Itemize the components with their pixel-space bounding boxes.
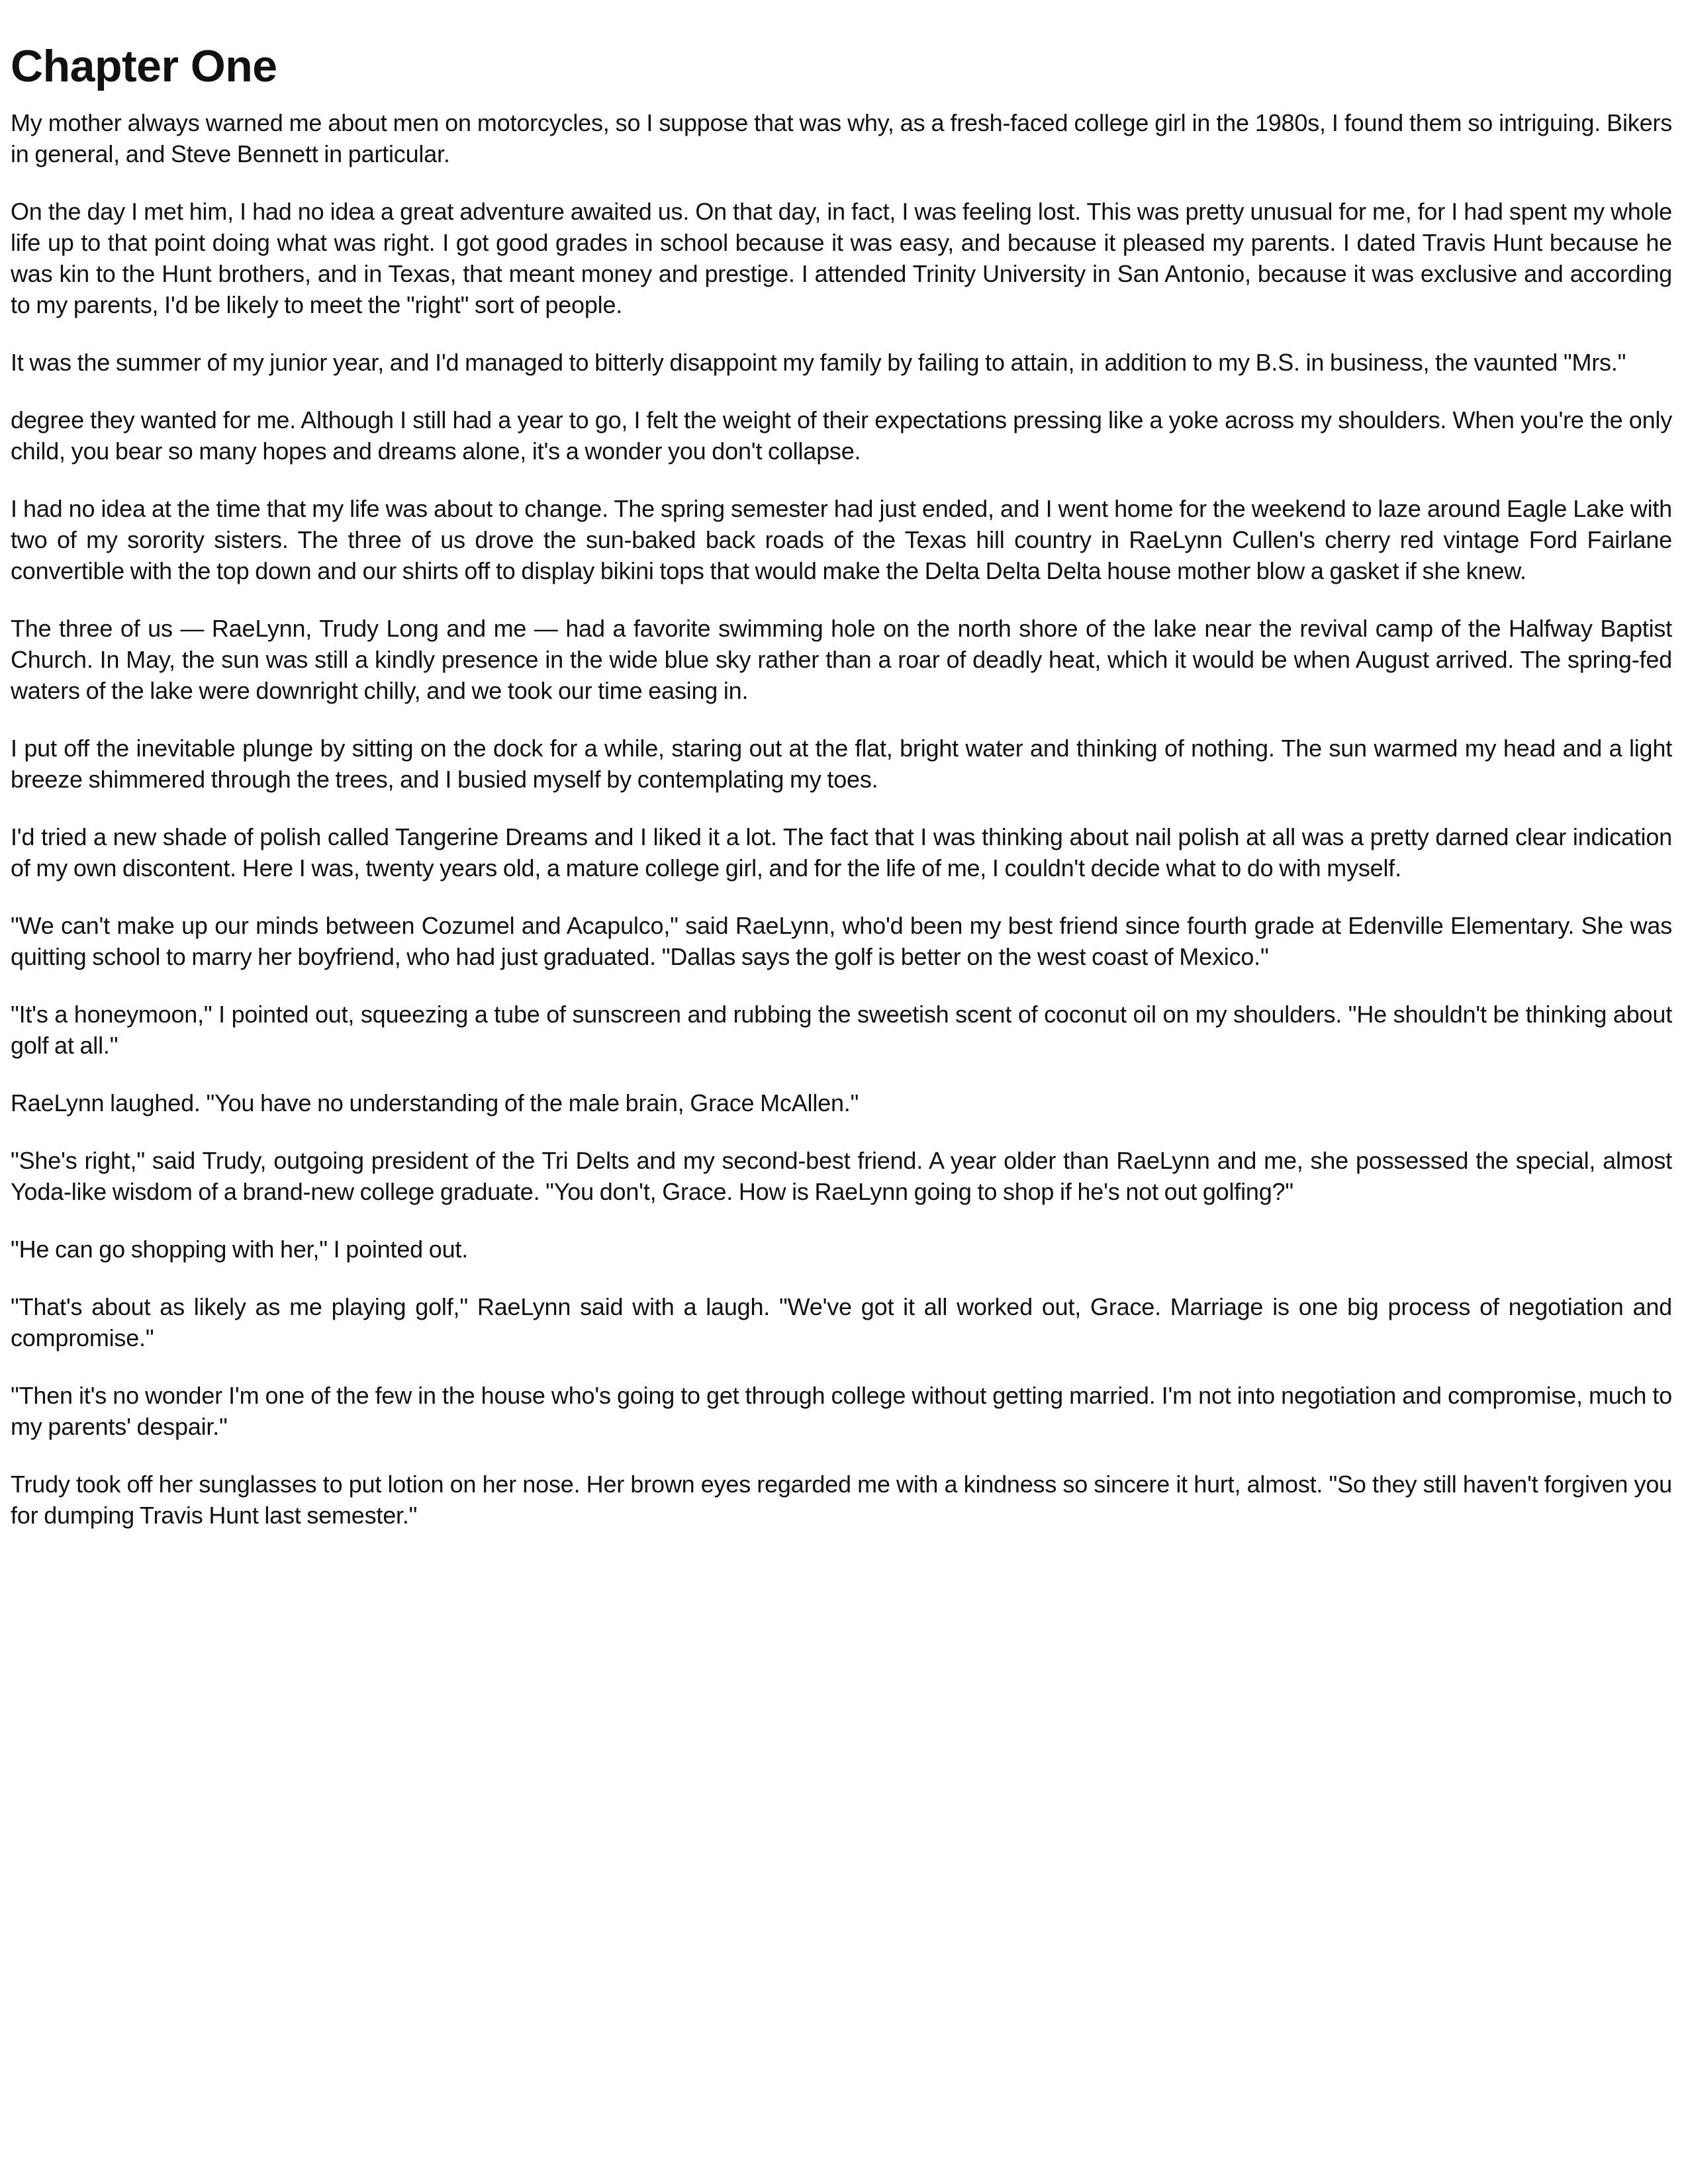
paragraph: "That's about as likely as me playing golf," RaeLynn said with a laugh. "We've got it all worked out, Grace. Marriage is one big process of negotiation and compromise." — [11, 1293, 1672, 1351]
paragraph: On the day I met him, I had no idea a great adventure awaited us. On that day, in fact, I was feeling lost. This was pretty unusual for me, for I had spent my whole life up to that point doing what was right. I got good grades in school because it was easy, and because it pleased my parents. I dated Travis Hunt because he was kin to the Hunt brothers, and in Texas, that meant money and prestige. I attended Trinity University in San Antonio, because it was exclusive and according to my parents, I'd be likely to meet the "right" sort of people. — [11, 198, 1672, 318]
paragraph: "We can't make up our minds between Cozumel and Acapulco," said RaeLynn, who'd been my best friend since fourth grade at Edenville Elementary. She was quitting school to marry her boyfriend, who had just graduated. "Dallas says the golf is better on the west coast of Mexico." — [11, 912, 1672, 970]
paragraph: RaeLynn laughed. "You have no understanding of the male brain, Grace McAllen." — [11, 1089, 859, 1116]
paragraph: "Then it's no wonder I'm one of the few in the house who's going to get through college without getting married. I'm not into negotiation and compromise, much to my parents' despair." — [11, 1382, 1672, 1440]
paragraph: The three of us — RaeLynn, Trudy Long and me — had a favorite swimming hole on the north shore of the lake near the revival camp of the Halfway Baptist Church. In May, the sun was still a kindly presence in the wide blue sky rather than a roar of deadly heat, which it would be when August arrived. The spring-fed waters of the lake were downright chilly, and we took our time easing in. — [11, 615, 1672, 704]
paragraph: degree they wanted for me. Although I still had a year to go, I felt the weight of their expectations pressing like a yoke across my shoulders. When you're the only child, you bear so many hopes and dreams alone, it's a wonder you don't collapse. — [11, 406, 1672, 465]
document-page — [11, 34, 1672, 1557]
paragraph: It was the summer of my junior year, and I'd managed to bitterly disappoint my family by failing to attain, in addition to my B.S. in business, the vaunted "Mrs." — [11, 349, 1626, 376]
paragraph: "It's a honeymoon," I pointed out, squeezing a tube of sunscreen and rubbing the sweetish scent of coconut oil on my shoulders. "He shouldn't be thinking about golf at all." — [11, 1001, 1672, 1059]
paragraph: I'd tried a new shade of polish called Tangerine Dreams and I liked it a lot. The fact that I was thinking about nail polish at all was a pretty darned clear indication of my own discontent. Here I was, twenty years old, a mature college girl, and for the life of me, I couldn't decide what to do with myself. — [11, 823, 1672, 882]
paragraph: I put off the inevitable plunge by sitting on the dock for a while, staring out at the flat, bright water and thinking of nothing. The sun warmed my head and a light breeze shimmered through the trees, and I busied myself by contemplating my toes. — [11, 735, 1672, 793]
paragraph: "He can go shopping with her," I pointed out. — [11, 1236, 469, 1263]
chapter-title: Chapter One — [11, 41, 277, 91]
paragraph: My mother always warned me about men on motorcycles, so I suppose that was why, as a fresh-faced college girl in the 1980s, I found them so intriguing. Bikers in general, and Steve Bennett in particular. — [11, 109, 1672, 167]
paragraph: Trudy took off her sunglasses to put lotion on her nose. Her brown eyes regarded me with a kindness so sincere it hurt, almost. "So they still haven't forgiven you for dumping Travis Hunt last semester." — [11, 1471, 1672, 1529]
paragraph: I had no idea at the time that my life was about to change. The spring semester had just ended, and I went home for the weekend to laze around Eagle Lake with two of my sorority sisters. The three of us drove the sun-baked back roads of the Texas hill country in RaeLynn Cullen's cherry red vintage Ford Fairlane convertible with the top down and our shirts off to display bikini tops that would make the Delta Delta Delta house mother blow a gasket if she knew. — [11, 495, 1672, 584]
paragraph: "She's right," said Trudy, outgoing president of the Tri Delts and my second-best friend. A year older than RaeLynn and me, she possessed the special, almost Yoda-like wisdom of a brand-new college graduate. "You don't, Grace. How is RaeLynn going to shop if he's not out golfing?" — [11, 1147, 1672, 1205]
